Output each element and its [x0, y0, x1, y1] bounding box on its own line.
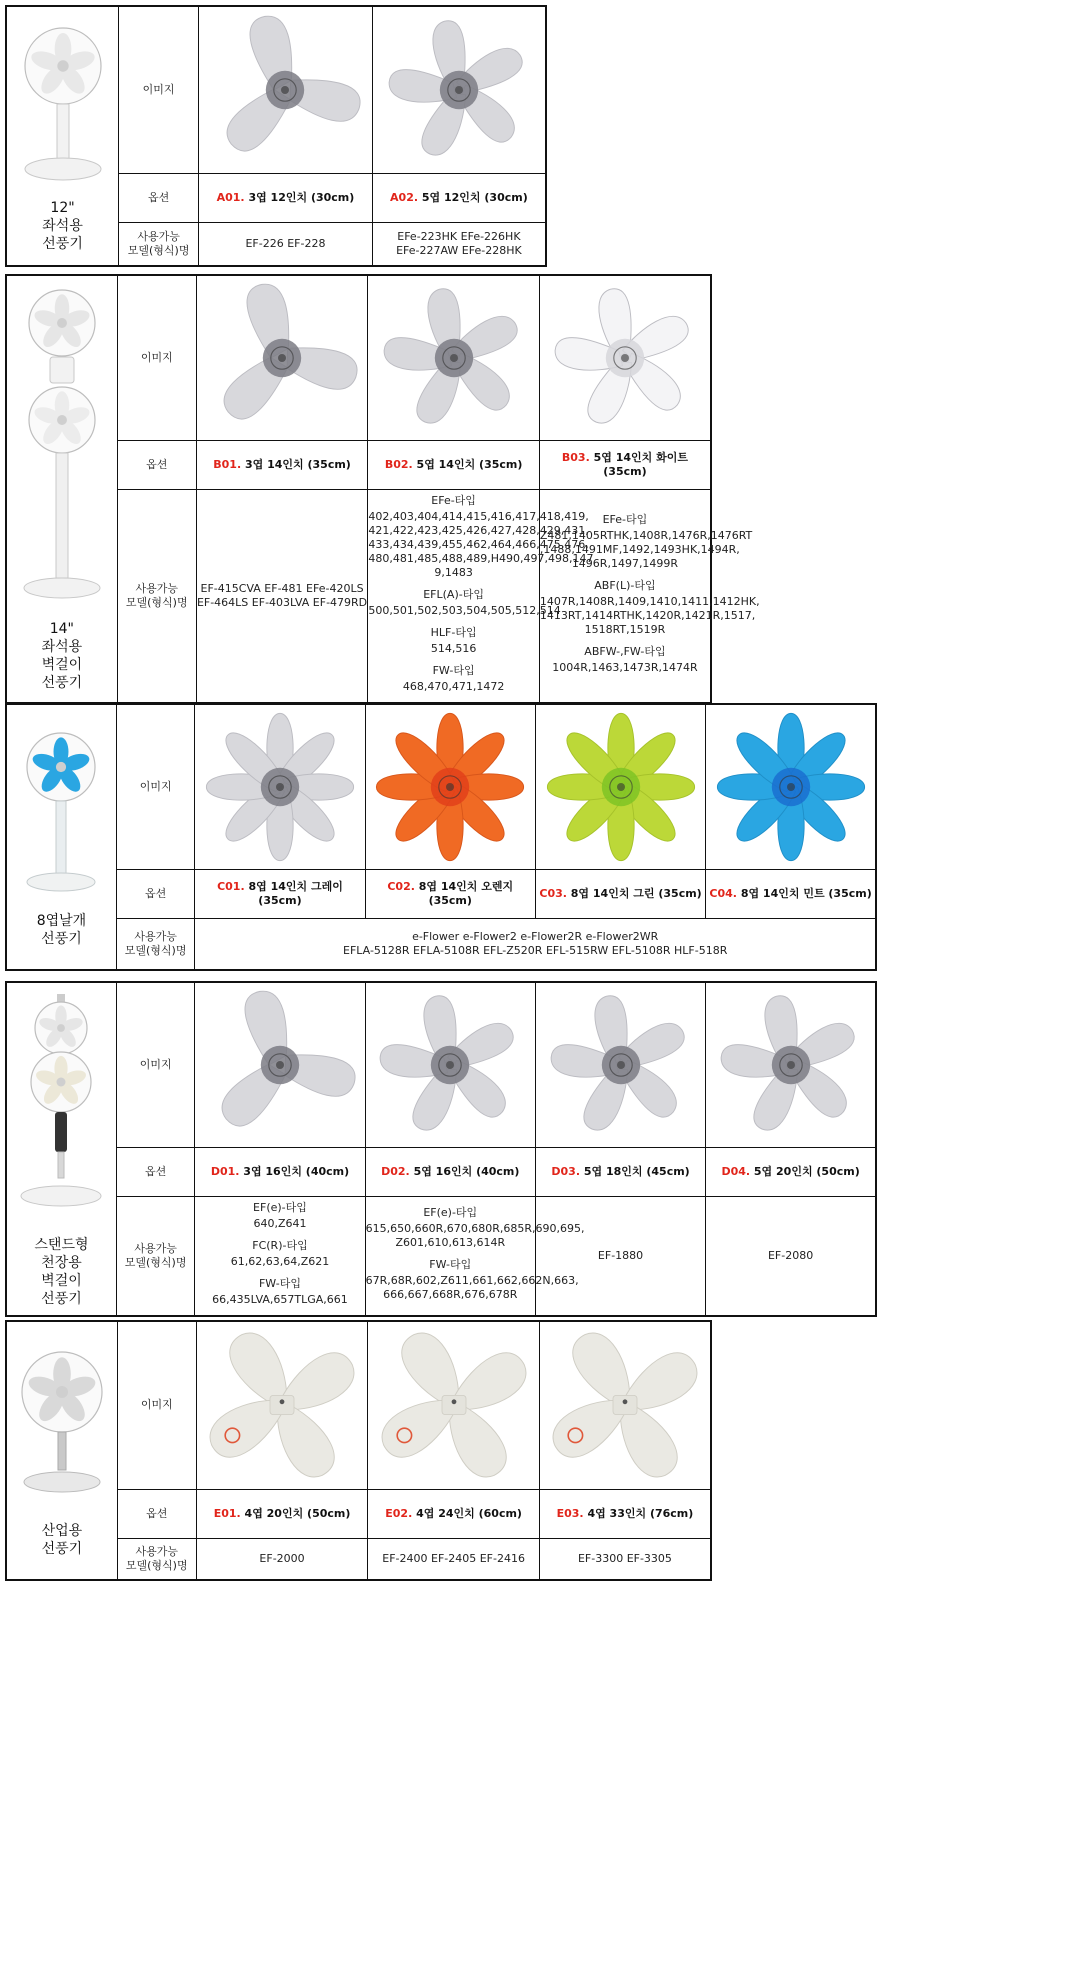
fan-product-cell [6, 704, 116, 970]
industrial-fan-icon [12, 1344, 112, 1512]
5-blade-gray-icon [541, 985, 701, 1145]
model-numbers: 61,62,63,64,Z621 [230, 1254, 330, 1268]
model-names: EF-3300 EF-3305 [577, 1551, 672, 1565]
blade-option[interactable] [368, 440, 540, 489]
model-type-title: HLF-타입 [430, 625, 477, 639]
models-label: 사용가능 모델(형식)명 [117, 489, 196, 703]
image-label: 이미지 [116, 982, 194, 1147]
option-text: 5엽 18인치 (45cm) [583, 1164, 690, 1178]
model-type-title: FW-타입 [258, 1276, 301, 1290]
model-group [539, 578, 760, 637]
compatible-models [195, 918, 876, 970]
option-label: 옵션 [117, 440, 196, 489]
model-type-title: EF(e)-타입 [253, 1200, 307, 1214]
compatible-models [706, 1196, 876, 1316]
compatible-models [196, 489, 368, 703]
option-code: E01. [213, 1506, 241, 1520]
model-numbers: 514,516 [430, 641, 477, 655]
flower-fan-icon [11, 727, 111, 902]
option-label: 옵션 [116, 869, 194, 918]
option-text: 3엽 12인치 (30cm) [248, 190, 355, 204]
option-text: 3엽 14인치 (35cm) [244, 457, 351, 471]
model-names: EFe-223HK EFe-226HK EFe-227AW EFe-228HK [396, 229, 522, 257]
option-code: D01. [210, 1164, 240, 1178]
fan-product-cell [6, 1321, 117, 1580]
model-numbers: 615,650,660R,670,680R,685R,690,695, Z601,610,613,614R [365, 1221, 585, 1249]
4-blade-cream-icon [202, 1325, 362, 1485]
option-code: D04. [721, 1164, 751, 1178]
model-group [368, 664, 539, 694]
fan-section-table [5, 274, 760, 704]
model-group [365, 1257, 579, 1302]
5-blade-white-icon [545, 278, 705, 438]
model-group [368, 493, 594, 580]
blade-option[interactable] [365, 1147, 535, 1196]
model-numbers: 640,Z641 [253, 1216, 307, 1230]
compatible-models [539, 1538, 711, 1580]
8-blade-orange-icon [370, 707, 530, 867]
blade-option[interactable] [706, 1147, 876, 1196]
model-group [365, 1205, 585, 1250]
5-blade-gray-icon [370, 985, 530, 1145]
blade-option[interactable] [539, 440, 711, 489]
compatible-models [372, 222, 546, 266]
model-group [540, 645, 710, 675]
fan-section-table [5, 1320, 712, 1581]
model-group [368, 626, 539, 656]
option-code: A01. [216, 190, 245, 204]
model-names: EF-2000 [259, 1551, 305, 1565]
option-code: C01. [217, 879, 245, 893]
8-blade-mint-icon [711, 707, 871, 867]
option-code: D03. [551, 1164, 581, 1178]
blade-image-cell [706, 982, 876, 1147]
model-group [368, 587, 561, 618]
model-names: EF-415CVA EF-481 EFe-420LS EF-464LS EF-403LVA EF-479RD [196, 581, 368, 609]
model-group [195, 1201, 364, 1231]
fan-model-name: 14" 좌석용 벽걸이 선풍기 [41, 621, 83, 692]
model-numbers: 402,403,404,414,415,416,417,418,419, 421,422,423,425,426,427,428,429,431, 433,434,439,455,462,464,466,475,476, 480,481,485,488,489,H490,497,498,147 9,1483 [368, 509, 594, 579]
option-label: 옵션 [116, 1147, 194, 1196]
option-label: 옵션 [117, 1489, 196, 1538]
model-type-title: FW-타입 [429, 1257, 472, 1271]
model-group [195, 1239, 364, 1269]
model-numbers: 468,470,471,1472 [402, 679, 505, 693]
compatible-models [365, 1196, 585, 1316]
5-blade-gray-icon [379, 10, 539, 170]
blade-option[interactable] [372, 173, 546, 222]
blade-option[interactable] [706, 869, 876, 918]
models-label: 사용가능 모델(형식)명 [119, 222, 199, 266]
option-text: 8엽 14인치 민트 (35cm) [740, 886, 872, 900]
stand-ceiling-fan-icon [11, 990, 111, 1226]
blade-option[interactable] [195, 869, 365, 918]
option-code: D02. [381, 1164, 410, 1178]
blade-option[interactable] [365, 869, 535, 918]
model-type-title: EFe-타입 [602, 512, 648, 526]
model-type-title: EFL(A)-타입 [423, 587, 484, 601]
blade-option[interactable] [535, 1147, 705, 1196]
option-code: E02. [385, 1506, 413, 1520]
compatible-models [195, 1196, 365, 1316]
blade-option[interactable] [196, 440, 368, 489]
model-names: EF-226 EF-228 [245, 236, 326, 250]
model-type-title: ABF(L)-타입 [594, 578, 656, 592]
model-names: EF-2080 [767, 1248, 814, 1262]
image-label: 이미지 [116, 704, 194, 869]
option-text: 3엽 16인치 (40cm) [243, 1164, 350, 1178]
fan-model-name: 8엽날개 선풍기 [36, 912, 87, 947]
blade-image-cell [535, 704, 705, 869]
compatible-models [368, 489, 594, 703]
blade-image-cell [196, 275, 368, 440]
option-text: 8엽 14인치 오렌지 (35cm) [418, 879, 514, 907]
blade-image-cell [706, 704, 876, 869]
3-blade-gray-icon [200, 985, 360, 1145]
model-names: e-Flower e-Flower2 e-Flower2R e-Flower2WR EFLA-5128R EFLA-5108R EFL-Z520R EFL-515RW EFL-5108R HLF-518R [343, 929, 728, 957]
model-type-title: FC(R)-타입 [252, 1238, 308, 1252]
model-type-title: FW-타입 [432, 663, 475, 677]
8-blade-green-icon [541, 707, 701, 867]
3-blade-gray-icon [202, 278, 362, 438]
option-text: 5엽 16인치 (40cm) [413, 1164, 520, 1178]
model-names: EF-1880 [597, 1248, 644, 1262]
desk-wall-fan-icon [12, 285, 112, 610]
model-type-title: EFe-타입 [431, 493, 476, 507]
5-blade-gray-icon [374, 278, 534, 438]
image-label: 이미지 [117, 1321, 196, 1489]
blade-option[interactable] [368, 1489, 540, 1538]
model-type-title: ABFW-,FW-타입 [584, 644, 666, 658]
compatible-models [535, 1196, 705, 1316]
model-numbers: 1407R,1408R,1409,1410,1411,1412HK, 1413RT,1414RTHK,1420R,1421R,1517, 1518RT,1519R [539, 594, 760, 636]
option-text: 5엽 14인치 화이트 (35cm) [593, 450, 688, 478]
option-code: C03. [539, 886, 567, 900]
model-names: EF-2400 EF-2405 EF-2416 [382, 1551, 525, 1565]
model-numbers: 67R,68R,602,Z611,661,662,662N,663, 666,667,668R,676,678R [365, 1273, 579, 1301]
blade-image-cell [539, 1321, 711, 1489]
model-group [195, 1277, 364, 1307]
blade-image-cell [365, 982, 535, 1147]
4-blade-cream-icon [374, 1325, 534, 1485]
blade-image-cell [535, 982, 705, 1147]
fan-product-cell [6, 275, 117, 703]
option-text: 4엽 20인치 (50cm) [244, 1506, 351, 1520]
blade-image-cell [195, 704, 365, 869]
blade-image-cell [539, 275, 711, 440]
desk-fan-icon [13, 20, 113, 189]
option-code: B03. [561, 450, 590, 464]
fan-model-name: 산업용 선풍기 [41, 1522, 83, 1557]
compatible-models [196, 1538, 368, 1580]
model-numbers: 66,435LVA,657TLGA,661 [212, 1292, 348, 1306]
blade-option[interactable] [535, 869, 705, 918]
option-code: B02. [384, 457, 413, 471]
option-text: 4엽 24인치 (60cm) [416, 1506, 522, 1520]
option-code: C02. [387, 879, 415, 893]
blade-image-cell [195, 982, 365, 1147]
fan-section-table [5, 5, 547, 267]
blade-image-cell [368, 275, 540, 440]
blade-image-cell [365, 704, 535, 869]
option-text: 8엽 14인치 그린 (35cm) [570, 886, 702, 900]
model-type-title: EF(e)-타입 [423, 1205, 478, 1219]
option-code: B01. [213, 457, 242, 471]
option-text: 4엽 33인치 (76cm) [587, 1506, 694, 1520]
fan-section-table [5, 703, 877, 971]
blade-option[interactable] [195, 1147, 365, 1196]
3-blade-gray-icon [205, 10, 365, 170]
fan-section-table [5, 981, 877, 1317]
option-code: A02. [390, 190, 419, 204]
blade-option[interactable] [199, 173, 373, 222]
option-code: C04. [709, 886, 737, 900]
model-numbers: 500,501,502,503,504,505,512,514 [368, 603, 561, 617]
compatible-models [199, 222, 373, 266]
option-text: 5엽 12인치 (30cm) [421, 190, 528, 204]
option-text: 5엽 14인치 (35cm) [416, 457, 523, 471]
blade-image-cell [196, 1321, 368, 1489]
image-label: 이미지 [117, 275, 196, 440]
fan-model-name: 스탠드형 천장용 벽걸이 선풍기 [34, 1236, 89, 1307]
blade-image-cell [368, 1321, 540, 1489]
fan-model-name: 12" 좌석용 선풍기 [42, 199, 83, 252]
fan-product-cell [6, 982, 116, 1316]
fan-product-cell [6, 6, 119, 266]
model-numbers: Z481,1405RTHK,1408R,1476R,1476RT ,1488,1491MF,1492,1493HK,1494R, 1496R,1497,1499R [539, 528, 753, 570]
models-label: 사용가능 모델(형식)명 [116, 1196, 194, 1316]
option-text: 8엽 14인치 그레이 (35cm) [248, 879, 343, 907]
blade-image-cell [199, 6, 373, 173]
models-label: 사용가능 모델(형식)명 [116, 918, 194, 970]
blade-image-cell [372, 6, 546, 173]
blade-option[interactable] [196, 1489, 368, 1538]
compatible-models [368, 1538, 540, 1580]
model-numbers: 1004R,1463,1473R,1474R [552, 660, 698, 674]
8-blade-gray-icon [200, 707, 360, 867]
4-blade-cream-icon [545, 1325, 705, 1485]
models-label: 사용가능 모델(형식)명 [117, 1538, 196, 1580]
option-text: 5엽 20인치 (50cm) [753, 1164, 860, 1178]
option-label: 옵션 [119, 173, 199, 222]
5-blade-gray-icon [711, 985, 871, 1145]
option-code: E03. [556, 1506, 584, 1520]
blade-option[interactable] [539, 1489, 711, 1538]
image-label: 이미지 [119, 6, 199, 173]
